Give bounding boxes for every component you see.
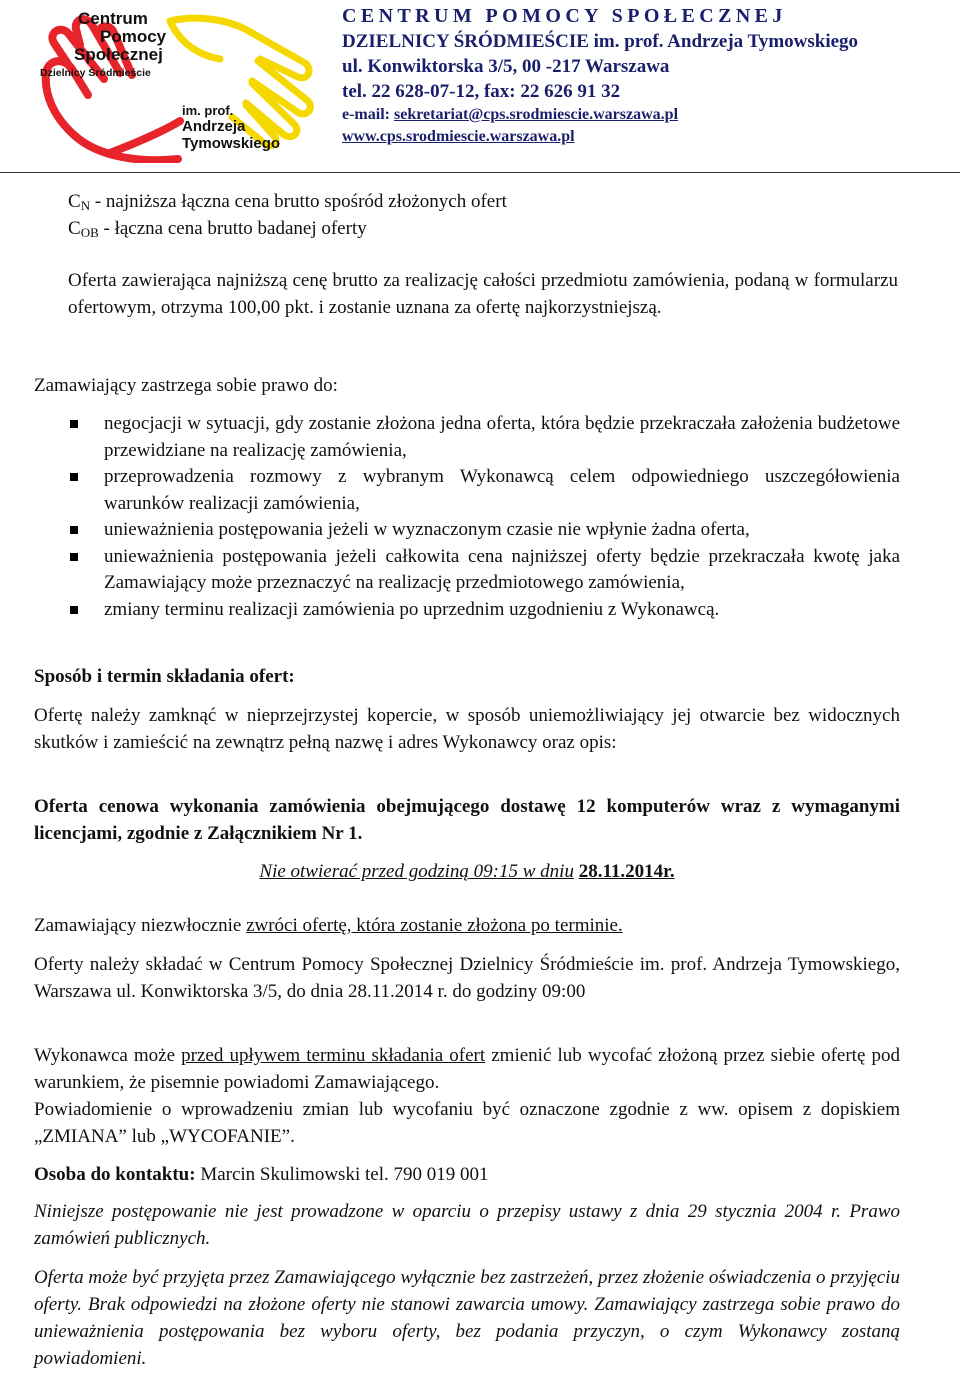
cob-symbol: C — [68, 218, 81, 239]
logo-word-centrum: Centrum — [78, 9, 148, 28]
header-email-line — [342, 104, 952, 126]
cob-subscript: OB — [80, 225, 99, 240]
reserve-heading: Zamawiający zastrzega sobie prawo do: — [34, 375, 338, 396]
cn-subscript: N — [80, 198, 91, 213]
website-link[interactable]: www.cps.srodmiescie.warszawa.pl — [342, 128, 575, 145]
change-suffix: zmienić lub wycofać złożoną przez siebie ofertę pod warunkiem, że pisemnie powiadomi Zamawiającego. — [34, 1045, 900, 1093]
header-phone-fax: tel. 22 628-07-12, fax: 22 626 91 32 — [342, 81, 621, 102]
do-not-open-date: 28.11.2014r. — [578, 861, 675, 882]
header-website-line — [342, 126, 952, 148]
logo-word-dzielnicy: Dzielnicy Śródmieście — [40, 67, 151, 79]
late-offer-underlined: zwróci ofertę, która zostanie złożona po terminie. — [246, 915, 623, 936]
cn-description: - najniższa łączna cena brutto spośród złożonych ofert — [90, 191, 507, 212]
reserve-list — [34, 411, 900, 623]
cn-symbol: C — [68, 191, 81, 212]
cps-logo — [20, 3, 320, 163]
formula-cn-line — [68, 188, 668, 215]
submission-heading: Sposób i termin składania ofert: — [34, 666, 295, 687]
late-offer-line — [34, 912, 900, 939]
logo-word-andrzeja: Andrzeja — [182, 118, 246, 135]
change-offer-paragraph — [34, 1042, 900, 1096]
legal-note-paragraph: Niniejsze postępowanie nie jest prowadzone w oparciu o przepisy ustawy z dnia 29 stycznia 2004 r. Prawo zamówień publicznych. — [34, 1201, 900, 1249]
acceptance-note-paragraph: Oferta może być przyjęta przez Zamawiającego wyłącznie bez zastrzeżeń, przez złożenie oświadczenia o przyjęciu oferty. Brak odpowiedzi na złożone oferty nie stanowi zawarcia umowy. Zamawiający zastrzega sobie prawo do unieważnienia postępowania bez wyboru oferty, bez podania przyczyn, o czym Wykonawcy zostaną powiadomieni. — [34, 1267, 900, 1369]
formula-cob-line — [68, 215, 668, 242]
do-not-open-text: Nie otwierać przed godziną 09:15 w dniu — [259, 861, 574, 882]
header-address: ul. Konwiktorska 3/5, 00 -217 Warszawa — [342, 56, 670, 77]
email-link[interactable]: sekretariat@cps.srodmiescie.warszawa.pl — [393, 106, 679, 123]
logo-word-pomocy: Pomocy — [100, 27, 167, 46]
logo-word-tymowskiego: Tymowskiego — [182, 135, 281, 152]
submission-place-paragraph: Oferty należy składać w Centrum Pomocy Społecznej Dzielnicy Śródmieście im. prof. Andrzeja Tymowskiego, Warszawa ul. Konwiktorska 3/5, do dnia 28.11.2014 r. do godziny 09:00 — [34, 954, 900, 1002]
header-district: DZIELNICY ŚRÓDMIEŚCIE im. prof. Andrzeja Tymowskiego — [342, 31, 859, 52]
contact-value: Marcin Skulimowski tel. 790 019 001 — [195, 1164, 489, 1185]
list-item: zmiany terminu realizacji zamówienia po uprzednim uzgodnieniu z Wykonawcą. — [34, 597, 900, 624]
logo-word-improf: im. prof. — [182, 103, 234, 118]
late-offer-prefix: Zamawiający niezwłocznie — [34, 915, 247, 936]
cob-description: - łączna cena brutto badanej oferty — [98, 218, 367, 239]
email-label: e-mail: — [342, 106, 394, 123]
list-item: przeprowadzenia rozmowy z wybranym Wykonawcą celem odpowiedniego uszczegółowienia warunków realizacji zamówienia, — [34, 464, 900, 517]
list-item: unieważnienia postępowania jeżeli w wyznaczonym czasie nie wpłynie żadna oferta, — [34, 517, 900, 544]
list-item: negocjacji w sytuacji, gdy zostanie złożona jedna oferta, która będzie przekraczała założenia budżetowe przewidziane na realizację zamówienia, — [34, 411, 900, 464]
envelope-paragraph: Ofertę należy zamknąć w nieprzejrzystej kopercie, w sposób uniemożliwiający jej otwarcie bez widocznych skutków i zamieścić na zewnątrz pełną nazwę i adres Wykonawcy oraz opis: — [34, 705, 900, 753]
change-notice-paragraph: Powiadomienie o wprowadzeniu zmian lub wycofaniu być oznaczone zgodnie z ww. opisem z dopiskiem „ZMIANA” lub „WYCOFANIE”. — [34, 1099, 900, 1147]
list-item: unieważnienia postępowania jeżeli całkowita cena najniższej oferty będzie przekraczała kwotę jaka Zamawiający może przeznaczyć na realizację przedmiotowego zamówienia, — [34, 544, 900, 597]
contact-label: Osoba do kontaktu: — [34, 1164, 196, 1185]
institution-header — [342, 4, 952, 148]
best-offer-paragraph: Oferta zawierająca najniższą cenę brutto za realizację całości przedmiotu zamówienia, podaną w formularzu ofertowym, otrzyma 100,00 pkt. i zostanie uznana za ofertę najkorzystniejszą. — [68, 270, 898, 318]
offer-description: Oferta cenowa wykonania zamówienia obejmującego dostawę 12 komputerów wraz z wymaganymi licencjami, zgodnie z Załącznikiem Nr 1. — [34, 796, 900, 844]
contact-line — [34, 1161, 900, 1188]
change-underlined: przed upływem terminu składania ofert — [181, 1045, 486, 1066]
header-divider — [0, 172, 960, 173]
change-prefix: Wykonawca może — [34, 1045, 182, 1066]
logo-word-spolecznej: Społecznej — [74, 45, 163, 64]
do-not-open-line — [34, 858, 900, 885]
header-institution-name: CENTRUM POMOCY SPOŁECZNEJ — [342, 5, 787, 27]
